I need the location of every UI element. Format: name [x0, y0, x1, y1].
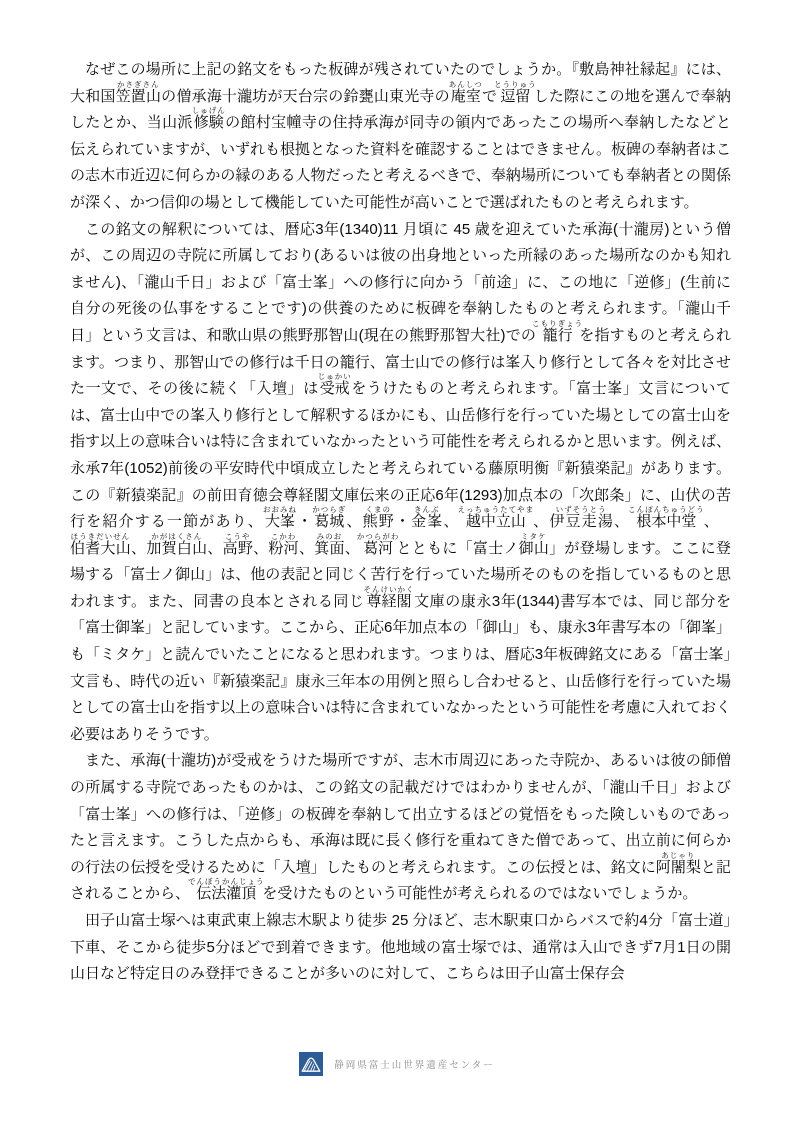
ruby-annotated-term: 大峯おおみね	[262, 505, 297, 531]
ruby-annotated-term: 葛河かつらがわ	[356, 531, 400, 557]
ruby-annotated-term: 高野こうや	[222, 531, 254, 557]
ruby-annotated-term: 越中立山えっちゅうたてやま	[457, 505, 535, 531]
ruby-annotated-term: 修験しゅげん	[191, 106, 226, 132]
paragraph: この銘文の解釈については、暦応3年(1340)11 月頃に 45 歳を迎えていた承海(十瀧房)という僧が、この周辺の寺院に所属しており(あるいは彼の出身地といった所縁のあった場所なのかも知れません)、「瀧山千日」および「富士峯」への修行に向かう「前途」に、この地に「逆修」(生前に自分の死後の仏事をすることです)の供養のために板碑を奉納したものと考えられます。「瀧山千日」という文言は、和歌山県の熊野那智山(現在の熊野那智大社)での籠行こもりぎょうを指すものと考えられます。つまり、那智山での修行は千日の籠行、富士山での修行は峯入り修行として各々を対比させた一文で、その後に続く「入壇」は受戒じゅかいをうけたものと考えられます。「富士峯」文言については、富士山中での峯入り修行として解釈するほかにも、山岳修行を行っていた場としての富士山を指す以上の意味合いは特に含まれていなかったという可能性を考えられるかと思います。例えば、永承7年(1052)前後の平安時代中頃成立したと考えられている藤原明衡『新猿楽記』があります。この『新猿楽記』の前田育徳会尊経閣文庫伝来の正応6年(1293)加点本の「次郎条」に、山伏の苦行を紹介する一節があり、大峯おおみね・葛城かつらぎ、熊野くまの・金峯きんぶ、越中立山えっちゅうたてやま、伊豆走湯いずそうとう、根本中堂こんぽんちゅうどう、伯耆大山ほうきだいせん、加賀白山かがはくさん、高野こうや、粉河こかわ、箕面みのお、葛河かつらがわとともに「富士ノ御山ミタケ」が登場します。ここに登場する「富士ノ御山」は、他の表記と同じく苦行を行っていた場所そのものを指しているものと思われます。また、同書の良本とされる同じ尊経閣そんけいかく文庫の康永3年(1344)書写本では、同じ部分を「富士御峯」と記しています。ここから、正応6年加点本の「御山」も、康永3年書写本の「御峯」も「ミタケ」と読んでいたことになると思われます。つまりは、暦応3年板碑銘文にある「富士峯」文言も、時代の近い『新猿楽記』康永三年本の用例と照らし合わせると、山岳修行を行っていた場としての富士山を指す以上の意味合いは特に含まれていなかったという可能性を考慮に入れておく必要はありそうです。	[70, 220, 731, 743]
paragraph: なぜこの場所に上記の銘文をもった板碑が残されていたのでしょうか。『敷島神社縁起』には、大和国笠置山かさぎさんの僧承海十瀧坊が天台宗の鈴甕山東光寺の庵室あんしつで逗留とうりゅうした際にこの地を選んで奉納したとか、当山派修験しゅげんの館村宝幢寺の住持承海が同寺の領内であったこの場所へ奉納したなどと伝えられていますが、いずれも根拠となった資料を確認することはできません。板碑の奉納者はこの志木市近辺に何らかの縁のある人物だったと考えるべきで、奉納場所についても奉納者との関係が深く、かつ信仰の場として機能していた可能性が高いことで選ばれたものと考えられます。	[70, 61, 731, 211]
ruby-annotated-term: 葛城かつらぎ	[312, 505, 347, 531]
ruby-annotated-term: 笠置山かさぎさん	[115, 79, 162, 105]
ruby-annotated-term: 伝法灌頂でんぼうかんじょう	[187, 877, 265, 903]
ruby-annotated-term: 根本中堂こんぽんちゅうどう	[628, 505, 705, 531]
fuji-mountain-icon	[299, 1052, 323, 1076]
ruby-annotated-term: 逗留とうりゅう	[494, 79, 537, 105]
ruby-annotated-term: 阿闍梨あじゃり	[655, 850, 701, 876]
ruby-annotated-term: 籠行こもりぎょう	[532, 318, 584, 344]
ruby-annotated-term: 御山ミタケ	[518, 531, 550, 557]
footer-org-name: 静岡県富士山世界遺産センター	[334, 1060, 495, 1071]
ruby-annotated-term: 伯耆大山ほうきだいせん	[70, 531, 132, 557]
ruby-annotated-term: 粉河こかわ	[268, 531, 299, 557]
ruby-annotated-term: 箕面みのお	[314, 531, 345, 557]
ruby-annotated-term: 尊経閣そんけいかく	[363, 584, 415, 610]
ruby-annotated-term: 伊豆走湯いずそうとう	[549, 505, 614, 531]
ruby-annotated-term: 加賀白山かがはくさん	[146, 531, 208, 557]
ruby-annotated-term: 庵室あんしつ	[448, 79, 483, 105]
paragraph: また、承海(十瀧坊)が受戒をうけた場所ですが、志木市周辺にあった寺院か、あるいは彼の師僧の所属する寺院であったものかは、この銘文の記載だけではわかりませんが、「瀧山千日」および「富士峯」への修行は、「逆修」の板碑を奉納して出立するほどの覚悟をもった険しいものであったと言えます。こうした点からも、承海は既に長く修行を重ねてきた僧であって、出立前に何らかの行法の伝授を受けるために「入壇」したものと考えられます。この伝授とは、銘文に阿闍梨あじゃりと記されることから、伝法灌頂でんぼうかんじょうを受けたものという可能性が考えられるのではないでしょうか。	[70, 752, 731, 903]
document-body	[70, 57, 731, 988]
footer	[0, 1052, 794, 1076]
ruby-annotated-term: 金峯きんぶ	[411, 505, 444, 531]
ruby-annotated-term: 熊野くまの	[362, 505, 395, 531]
ruby-annotated-term: 受戒じゅかい	[317, 372, 352, 398]
paragraph: 田子山富士塚へは東武東上線志木駅より徒歩 25 分ほど、志木駅東口からバスで約4分「富士道」下車、そこから徒歩5分ほどで到着できます。他地域の富士塚では、通常は入山できず7月1日の開山日など特定日のみ登拝できることが多いのに対して、こちらは田子山富士保存会	[70, 912, 731, 983]
